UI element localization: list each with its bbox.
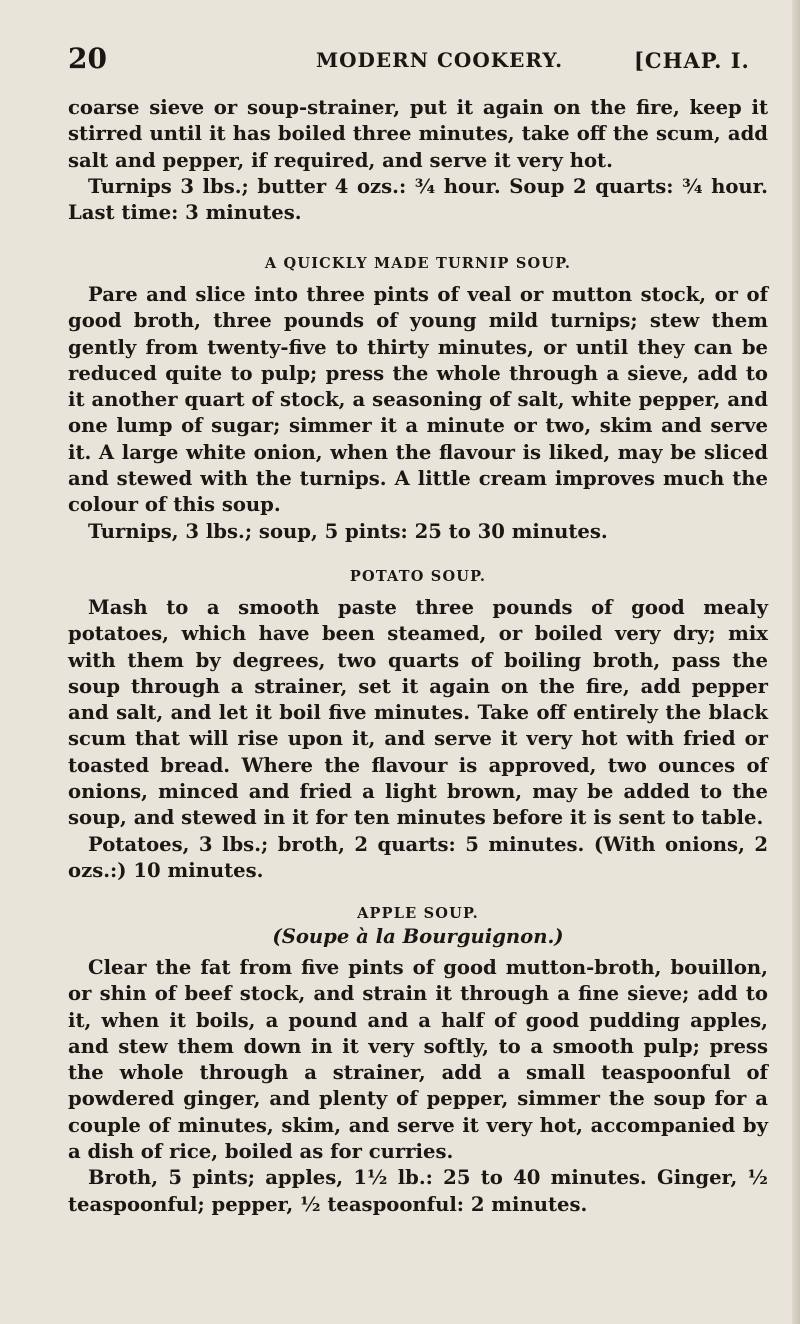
page-number: 20: [68, 42, 107, 75]
page-edge: [792, 0, 800, 1324]
potato-soup-title: POTATO SOUP.: [349, 568, 487, 585]
intro-section: [68, 95, 768, 226]
apple-soup-title: APPLE SOUP.: [357, 905, 479, 922]
potato-soup-section: [68, 567, 768, 587]
turnip-soup-section: [68, 254, 768, 274]
turnip-soup-summary: Turnips, 3 lbs.; soup, 5 pints: 25 to 30 minutes.: [88, 519, 608, 543]
intro-summary: Turnips 3 lbs.; butter 4 ozs.: ¾ hour. Soup 2 quarts: ¾ hour. Last time: 3 minutes.: [68, 174, 768, 225]
chapter-label: [CHAP. I.: [634, 48, 750, 73]
apple-soup-paragraph: Clear the fat from five pints of good mutton-broth, bouillon, or shin of beef stock, and strain it through a fine sieve; add to it, when it boils, a pound and a half of good pudding apples, and stew them down in it very softly, to a smooth pulp; press the whole through a strainer, add a small teaspoonful of powdered ginger, and plenty of pepper, simmer the soup for a couple of minutes, skim, and serve it very hot, accompanied by a dish of rice, boiled as for curries.: [68, 956, 768, 1164]
intro-paragraph: coarse sieve or soup-strainer, put it again on the fire, keep it stirred until it has boiled three minutes, take off the scum, add salt and pepper, if required, and serve it very hot.: [68, 96, 768, 172]
apple-soup-section: [68, 904, 768, 950]
potato-soup-summary: Potatoes, 3 lbs.; broth, 2 quarts: 5 minutes. (With onions, 2 ozs.:) 10 minutes.: [68, 832, 768, 882]
potato-soup-body: [68, 595, 768, 884]
potato-soup-paragraph: Mash to a smooth paste three pounds of good mealy potatoes, which have been steamed, or boiled very dry; mix with them by degrees, two quarts of boiling broth, pass the soup through a strainer, set it again on the fire, add pepper and salt, and let it boil five minutes. Take off entirely the black scum that will rise upon it, and serve it very hot with fried or toasted bread. Where the flavour is approved, two ounces of onions, minced and fried a light brown, may be added to the soup, and stewed in it for ten minutes before it is sent to table.: [68, 596, 768, 830]
running-title: MODERN COOKERY.: [316, 48, 564, 72]
page-header: [68, 42, 768, 78]
apple-soup-summary: Broth, 5 pints; apples, 1½ lb.: 25 to 40 minutes. Ginger, ½ teaspoonful; pepper, ½ teaspoonful: 2 minutes.: [68, 1166, 768, 1216]
turnip-soup-title: A QUICKLY MADE TURNIP SOUP.: [264, 255, 572, 272]
apple-soup-body: [68, 955, 768, 1218]
turnip-soup-body: [68, 282, 768, 545]
apple-soup-subtitle: (Soupe à la Bourguignon.): [272, 925, 564, 948]
turnip-soup-paragraph: Pare and slice into three pints of veal or mutton stock, or of good broth, three pounds of young mild turnips; stew them gently from twenty-five to thirty minutes, or until they can be reduced quite to pulp; press the whole through a sieve, add to it another quart of stock, a seasoning of salt, white pepper, and one lump of sugar; simmer it a minute or two, skim and serve it. A large white onion, when the flavour is liked, may be sliced and stewed with the turnips. A little cream improves much the colour of this soup.: [68, 283, 768, 517]
